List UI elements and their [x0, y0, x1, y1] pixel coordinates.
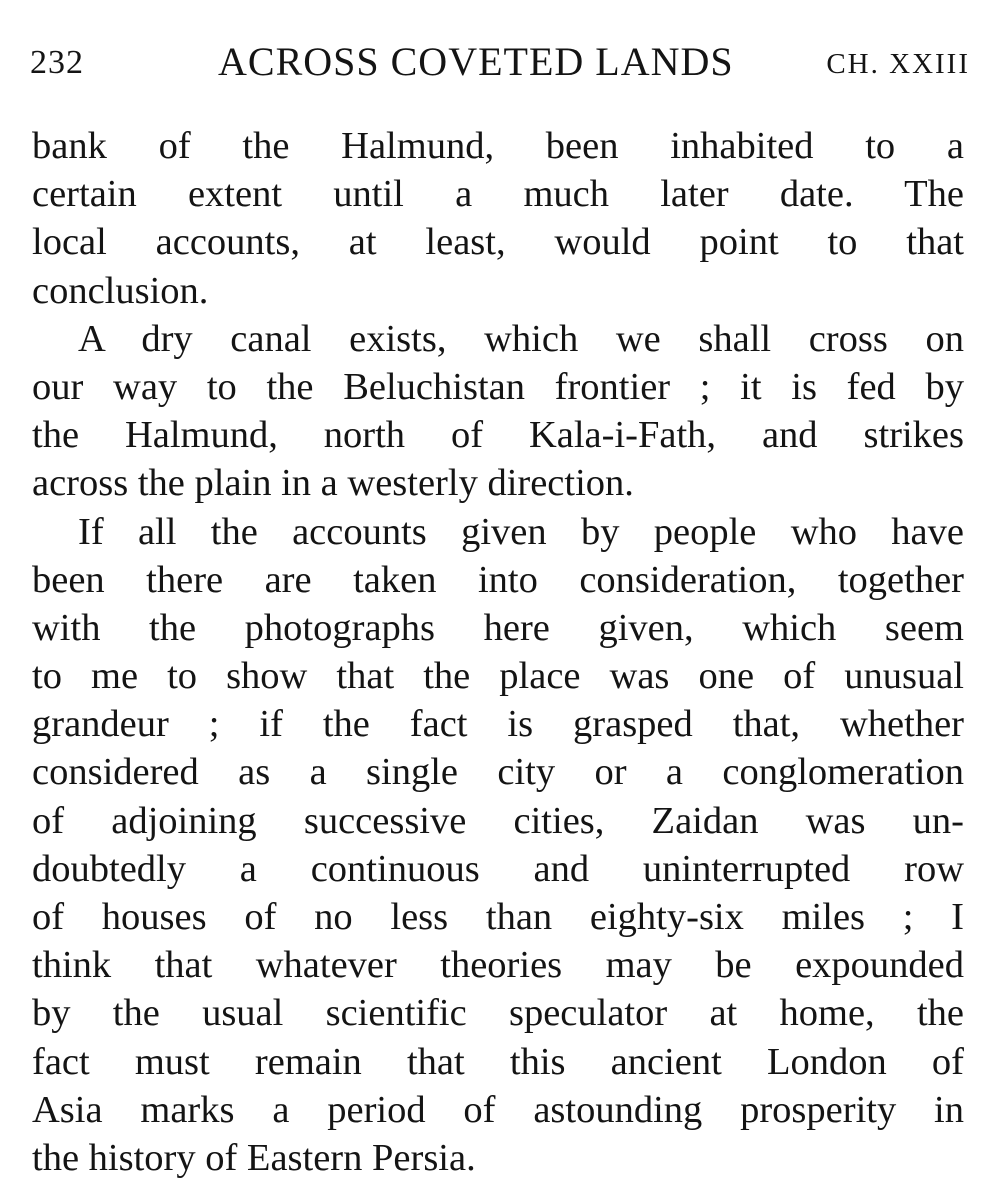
text-line: been there are taken into consideration, together	[32, 558, 964, 601]
text-line: considered as a single city or a conglomeration	[32, 751, 964, 794]
text-line: bank of the Halmund, been inhabited to a	[32, 125, 964, 167]
chapter-label: CH. XXIII	[826, 48, 970, 80]
page-number: 232	[30, 44, 84, 81]
text-line: doubtedly a continuous and uninterrupted row	[32, 847, 964, 890]
body-text	[32, 122, 964, 1182]
running-head	[30, 38, 970, 88]
text-line: conclusion.	[32, 269, 209, 312]
text-line: If all the accounts given by people who have	[78, 510, 964, 553]
text-line: certain extent until a much later date. The	[32, 173, 964, 216]
paragraph	[32, 315, 964, 508]
paragraph	[32, 122, 964, 315]
text-line: the history of Eastern Persia.	[32, 1136, 476, 1179]
text-line: to me to show that the place was one of unusual	[32, 655, 964, 698]
text-line: by the usual scientific speculator at home, the	[32, 992, 964, 1035]
text-line: grandeur ; if the fact is grasped that, whether	[32, 703, 964, 746]
text-line: think that whatever theories may be expounded	[32, 944, 964, 987]
text-line: fact must remain that this ancient London of	[32, 1040, 964, 1083]
text-line: A dry canal exists, which we shall cross on	[78, 317, 964, 360]
text-line: our way to the Beluchistan frontier ; it is fed by	[32, 365, 964, 408]
text-line: of houses of no less than eighty-six miles ; I	[32, 896, 964, 938]
text-line: with the photographs here given, which seem	[32, 606, 964, 649]
paragraph	[32, 508, 964, 1183]
text-line: Asia marks a period of astounding prosperity in	[32, 1088, 964, 1131]
text-line: across the plain in a westerly direction.	[32, 462, 634, 505]
text-line: the Halmund, north of Kala-i-Fath, and strikes	[32, 414, 964, 457]
book-title: ACROSS COVETED LANDS	[218, 39, 734, 84]
text-line: of adjoining successive cities, Zaidan was un-	[32, 799, 964, 842]
text-line: local accounts, at least, would point to that	[32, 221, 964, 264]
